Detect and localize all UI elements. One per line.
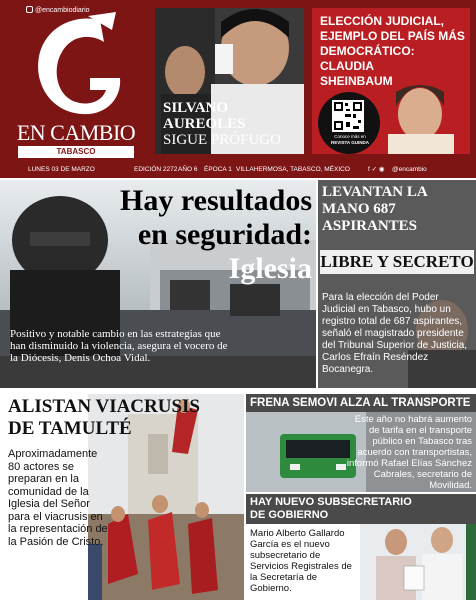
hero-line-1: SILVANO — [163, 100, 229, 116]
eleccion-line-2: EJEMPLO DEL PAÍS MÁS — [320, 29, 465, 43]
lead-headline-1: Hay resultados — [120, 184, 312, 217]
year: AÑO 6 — [178, 166, 198, 173]
qr-caption-1: Conoce más en — [334, 134, 366, 139]
semovi-copy: Este año no habrá aumento de tarifa en el transporte público en Tabasco tras acuerdo con transportistas, informó Rafael Elías Sánchez Cabrales, secretario de Movilidad. — [346, 414, 472, 491]
semovi-story[interactable] — [246, 394, 476, 492]
date-bar — [0, 162, 476, 178]
subsecretario-copy: Mario Alberto Gallardo García es el nuevo subsecretario de Servicios Registrales de la Secretaría de Gobierno. — [250, 528, 352, 594]
levantan-headline: LEVANTAN LA MANO 687 ASPIRANTES — [322, 184, 427, 234]
libre-secreto-banner: LIBRE Y SECRETO — [320, 250, 474, 274]
qr-code-icon[interactable] — [332, 100, 364, 132]
hero-headline — [163, 100, 281, 148]
subsecretario-headline-2: DE GOBIERNO — [250, 509, 329, 521]
lead-copy: Positivo y notable cambio en las estrategias que han disminuido la violencia, asegura el vocero de la Diócesis, Denis Ochoa Vidal. — [10, 328, 228, 364]
subsecretario-headline-1: HAY NUEVO SUBSECRETARIO — [250, 496, 412, 508]
lead-headline-3: Iglesia — [228, 252, 312, 285]
levantan-story[interactable] — [318, 180, 476, 388]
viacrusis-headline-2: DE TAMULTÉ — [8, 418, 132, 439]
semovi-headline: FRENA SEMOVI ALZA AL TRANSPORTE — [246, 394, 476, 412]
lead-headline-2: en seguridad: — [137, 218, 312, 251]
brand-sub: TABASCO — [18, 146, 134, 158]
masthead — [0, 0, 476, 162]
social-handle: @encambio — [392, 166, 427, 173]
levantan-copy: Para la elección del Poder Judicial en Tabasco, hubo un registro total de 687 aspirantes, señaló el magistrado presidente del Tribunal Superior de Justicia, Carlos Efraín Reséndez Bocanegra. — [322, 292, 468, 375]
hero-line-3: SIGUE PRÓFUGO — [163, 132, 281, 148]
social-icons: f ✓ ◉ — [368, 166, 385, 173]
issue-date: LUNES 03 DE MARZO — [28, 166, 95, 173]
hero-story[interactable] — [155, 8, 304, 154]
viacrusis-story[interactable] — [0, 394, 244, 600]
subsecretario-story[interactable] — [246, 494, 476, 600]
hero-line-2: AUREOLES — [163, 116, 246, 132]
viacrusis-headline-1: ALISTAN VIACRUSIS — [8, 396, 200, 417]
viacrusis-headline — [8, 396, 200, 440]
lead-story[interactable] — [0, 180, 316, 388]
viacrusis-copy: Aproximadamente 80 actores se preparan en la comunidad de la Iglesia del Señor para el viacrusis en la representación de la Pasión de Cristo. — [8, 448, 108, 548]
eleccion-story[interactable] — [312, 8, 470, 154]
logo-g-icon — [30, 12, 126, 122]
epoch: ÉPOCA 1 — [204, 166, 232, 173]
eleccion-line-3: DEMOCRÁTICO: CLAUDIA — [320, 44, 415, 73]
handle-text: @encambiodiario — [35, 7, 90, 14]
eleccion-line-1: ELECCIÓN JUDICIAL, — [320, 14, 445, 28]
location: VILLAHERMOSA, TABASCO, MÉXICO — [236, 166, 350, 173]
qr-caption — [320, 134, 380, 146]
qr-caption-2: REVISTA GUINDA — [330, 140, 369, 145]
brand-name: EN CAMBIO — [16, 120, 136, 145]
eleccion-headline — [320, 14, 470, 89]
subsecretario-headline — [246, 494, 476, 524]
edition: EDICIÓN 2272 — [134, 166, 178, 173]
lead-headline — [86, 184, 312, 286]
eleccion-line-4: SHEINBAUM — [320, 74, 393, 88]
